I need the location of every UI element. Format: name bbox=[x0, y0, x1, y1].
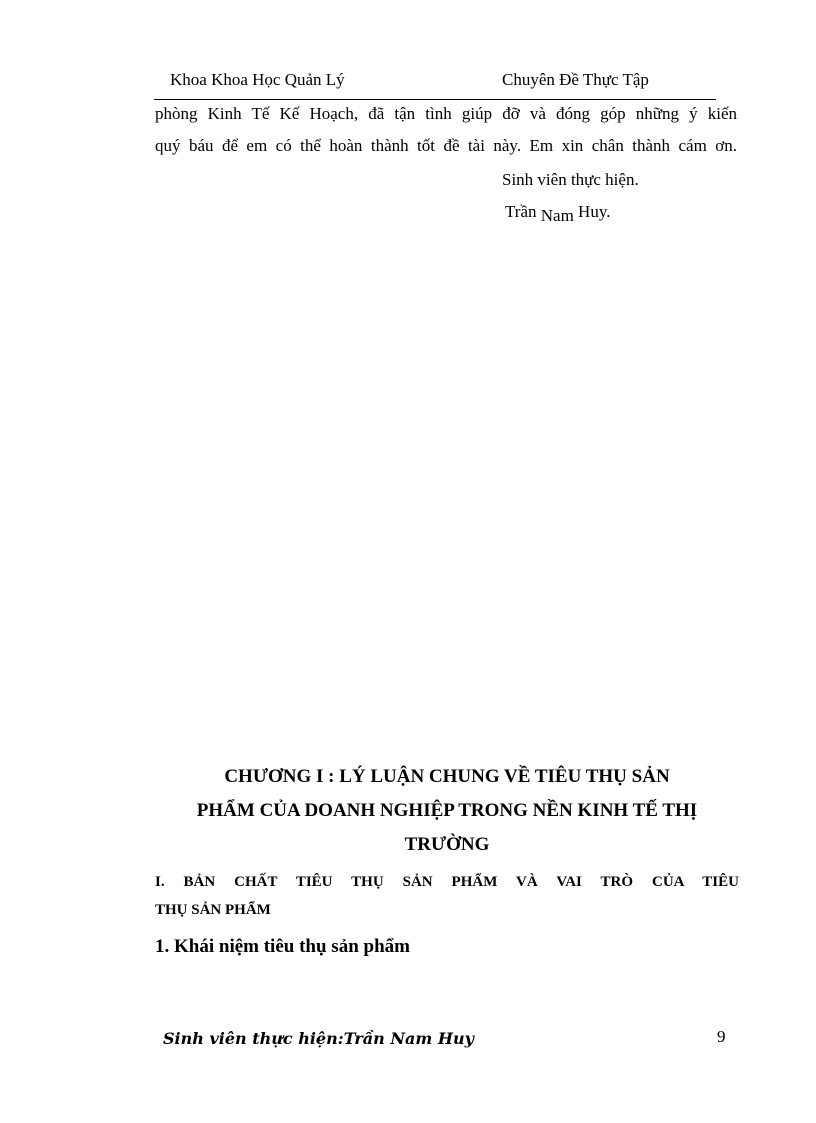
header-rule bbox=[154, 99, 716, 100]
section-heading-line-2: THỤ SẢN PHẨM bbox=[155, 902, 271, 918]
signature-name bbox=[505, 202, 611, 225]
chapter-title-line-3: TRƯỜNG bbox=[404, 834, 490, 855]
footer-author: Sinh viên thực hiện:Trần Nam Huy bbox=[163, 1029, 474, 1048]
header-left: Khoa Khoa Học Quản Lý bbox=[170, 70, 345, 89]
signature-name-part3: Huy. bbox=[578, 202, 611, 221]
signature-label: Sinh viên thực hiện. bbox=[502, 170, 639, 189]
section-heading-line-1: I. BẢN CHẤT TIÊU THỤ SẢN PHẨM VÀ VAI TRÒ CỦA TIÊU bbox=[155, 874, 739, 890]
page-number: 9 bbox=[717, 1027, 726, 1046]
subsection-heading: 1. Khái niệm tiêu thụ sản phẩm bbox=[155, 936, 410, 957]
chapter-title-line-2: PHẨM CỦA DOANH NGHIỆP TRONG NỀN KINH TẾ THỊ bbox=[196, 800, 698, 821]
body-line-1: phòng Kinh Tế Kế Hoạch, đã tận tình giúp đỡ và đóng góp những ý kiến bbox=[155, 104, 737, 123]
section-heading bbox=[155, 868, 739, 924]
body-line-2: quý báu để em có thể hoàn thành tốt đề tài này. Em xin chân thành cám ơn. bbox=[155, 136, 737, 155]
header-right: Chuyên Đề Thực Tập bbox=[502, 70, 649, 89]
signature-name-part1: Trần bbox=[505, 202, 537, 221]
signature-name-part2: Nam bbox=[540, 206, 574, 225]
chapter-title-line-1: CHƯƠNG I : LÝ LUẬN CHUNG VỀ TIÊU THỤ SẢN bbox=[224, 766, 670, 787]
chapter-title bbox=[150, 760, 744, 862]
